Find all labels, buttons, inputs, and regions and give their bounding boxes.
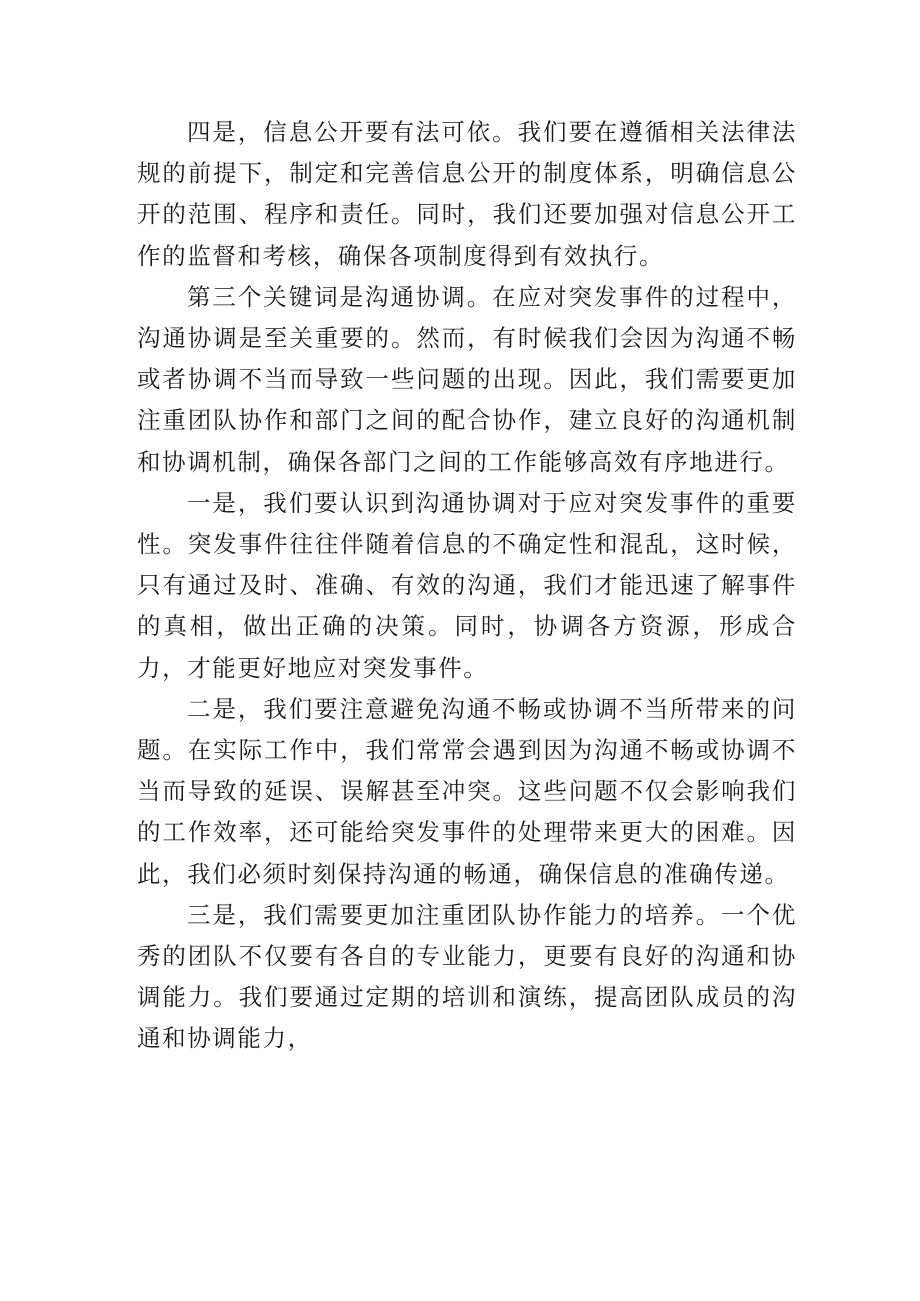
document-body (137, 112, 797, 1060)
paragraph-communication-coordination: 第三个关键词是沟通协调。在应对突发事件的过程中，沟通协调是至关重要的。然而，有时候我们会因为沟通不畅或者协调不当而导致一些问题的出现。因此，我们需要更加注重团队协作和部门之间的配合协作，建立良好的沟通机制和协调机制，确保各部门之间的工作能够高效有序地进行。 (137, 282, 797, 476)
paragraph-info-disclosure-legal: 四是，信息公开要有法可依。我们要在遵循相关法律法规的前提下，制定和完善信息公开的制度体系，明确信息公开的范围、程序和责任。同时，我们还要加强对信息公开工作的监督和考核，确保各项制度得到有效执行。 (137, 118, 797, 270)
paragraph-point-three: 三是，我们需要更加注重团队协作能力的培养。一个优秀的团队不仅要有各自的专业能力，更要有良好的沟通和协调能力。我们要通过定期的培训和演练，提高团队成员的沟通和协调能力， (137, 900, 797, 1053)
paragraph-point-one: 一是，我们要认识到沟通协调对于应对突发事件的重要性。突发事件往往伴随着信息的不确定性和混乱，这时候，只有通过及时、准确、有效的沟通，我们才能迅速了解事件的真相，做出正确的决策。同时，协调各方资源，形成合力，才能更好地应对突发事件。 (137, 488, 797, 682)
paragraph-point-two: 二是，我们要注意避免沟通不畅或协调不当所带来的问题。在实际工作中，我们常常会遇到因为沟通不畅或协调不当而导致的延误、误解甚至冲突。这些问题不仅会影响我们的工作效率，还可能给突发事件的处理带来更大的困难。因此，我们必须时刻保持沟通的畅通，确保信息的准确传递。 (137, 694, 797, 888)
